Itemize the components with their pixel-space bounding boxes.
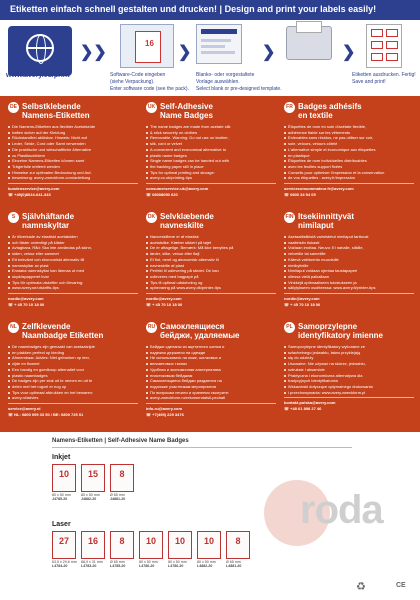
bullet-item: silk, cord or velvet (146, 141, 276, 147)
bullet-item: Vinkkejä optimaaliseen tulostukseen ja (284, 280, 414, 286)
bullet-item: Är tillverkade av elastiskt acetatsiden (8, 234, 138, 240)
language-code-badge: DE (8, 102, 19, 113)
product-section (0, 432, 420, 600)
bullet-item: avery-zweckform.ru/rekomendatsii-pechati (146, 395, 276, 401)
product-quantity: 27 (58, 536, 69, 546)
bullet-item: ollessa vielä paikallaan (284, 274, 414, 280)
bullet-item: Navneskiltene er af elastisk (146, 234, 276, 240)
arrow-icon: ❯ (178, 44, 192, 61)
bullet-item: Ett bekvämt och ekonomiskt alternativ till (8, 257, 138, 263)
bullet-item: De naambadges zijn gemaakt van acetaatzijde (8, 344, 138, 350)
contact-email[interactable]: consumerservice-uk@avery.com (146, 186, 209, 192)
product-dimensions: 80 x 50 mm (52, 493, 71, 497)
product-code: L4784-20 (52, 564, 68, 568)
contact-email[interactable]: serviceconsommateur.fr@avery.com (284, 186, 354, 192)
step-1-text: Software-Code eingeben (siehe Verpackung). Enter software code (see the pack). (110, 72, 189, 92)
bullet-item: L'alternative simple et économique aux étiquettes (284, 147, 414, 153)
contact-phone[interactable]: ☏ +48 61 898 27 46 (284, 406, 322, 412)
bullet-item: Et flot, nemt og økonomisk alternativ til (146, 257, 276, 263)
product-item[interactable] (226, 531, 252, 568)
product-quantity: 8 (119, 536, 125, 546)
language-section (0, 96, 420, 432)
bullet-list (284, 344, 414, 412)
bullet-item: De er aftagelige. Bemærk: Må ikke benyttes på (146, 245, 276, 251)
bullet-item: zijde en fluweel (8, 361, 138, 367)
product-item[interactable] (81, 531, 107, 568)
bullet-item: och fäster ordentligt på kläder (8, 240, 138, 246)
product-code: L4881-20 (226, 564, 242, 568)
bullet-item: & stick securely on clothes (146, 130, 276, 136)
bullet-item: skyddspapperet kvar (8, 274, 138, 280)
laser-heading: Laser (52, 521, 71, 528)
product-quantity: 16 (87, 536, 98, 546)
bullet-item: Asetaattisilkistä valmistetut nimilaput tarttuvat (284, 234, 414, 240)
product-sheet-thumbnail (52, 464, 76, 492)
bullet-item: www.avery.se/utskrifts-tips (8, 285, 138, 291)
bullet-item: Бейджи сделаны из ацетатного шелка и (146, 344, 276, 350)
bullet-item: en plakken perfect op kleding (8, 350, 138, 356)
product-dimensions: Ø 65 mm (226, 560, 241, 564)
bullet-item: sztruksie i aksamicie (284, 367, 414, 373)
product-item[interactable] (52, 464, 78, 501)
bullet-item: подложке участникам мероприятия (146, 384, 276, 390)
bullet-item: plastic name badges (146, 153, 276, 159)
product-sheet-thumbnail (110, 531, 134, 559)
step-3-text: Etiketten ausdrucken. Fertig! Save and print! (352, 72, 416, 85)
bullet-item: Perfekt til udlevering på stedet. De kan (146, 268, 276, 274)
bullet-item: en plastique (284, 153, 414, 159)
product-sheet-thumbnail (110, 464, 134, 492)
block-heading: Zelfklevende Naambadge Etiketten (22, 322, 104, 340)
bullet-item: Удобная и экономичная альтернатива (146, 367, 276, 373)
product-dimensions: Ø 65 mm (110, 493, 125, 497)
block-heading: Самоклеящиеся бейджи, удаляемые (160, 322, 240, 340)
bullet-list (8, 124, 138, 197)
bullet-item: По вопросам печати и хранения смотрите: (146, 390, 276, 396)
bullet-list (8, 234, 138, 307)
bullet-item: Étiquettes de nom en soie d'acétate flexible, (284, 124, 414, 130)
bullet-item: nimikylteille (284, 263, 414, 269)
product-dimensions: 80 x 50 mm (81, 493, 100, 497)
bullet-item: Einzelne Namens-Etiketten können samt (8, 158, 138, 164)
bullet-item: Hinweise zur optimalen Bedruckung und Auf- (8, 170, 138, 176)
language-code-badge: DK (146, 212, 157, 223)
bullet-item: acetatsilke. Klæber sikkert på tøjet (146, 240, 276, 246)
bullet-item: adhérence fiable sur les vêtements (284, 130, 414, 136)
printed-sheet-image (366, 24, 402, 68)
bullet-item: Avtagbara. Råd: Ska inte användas på skinn, (8, 245, 138, 251)
product-dimensions: 80 x 50 mm (197, 560, 216, 564)
bullet-item: velvetille tai sametille (284, 251, 414, 257)
bullet-item: Trägerfolie entfernt werden (8, 164, 138, 170)
bullet-list (146, 344, 276, 417)
bullet-item: Enlevables sans résidus, ne pas utiliser sur cuir, (284, 135, 414, 141)
arrow-icon: ❯❯ (80, 44, 107, 61)
divider (8, 293, 138, 294)
header-bar (0, 0, 420, 20)
contact-phone[interactable]: ☏ 08008050 020 (146, 191, 178, 197)
bullet-item: пластиковым бейджам (146, 373, 276, 379)
bullet-item: Removable. Warning: Do not use on leather, (146, 135, 276, 141)
divider (284, 397, 414, 398)
language-code-badge: NL (8, 322, 19, 333)
product-sheet-thumbnail (81, 464, 105, 492)
bullet-item: Conseils pour optimiser l'impression et la conservation (284, 170, 414, 176)
bullet-item: Nimilaput voidaan ojentaa taustapaperi (284, 268, 414, 274)
bullet-item: Samoprzylepne identyfikatory wykonane ze (284, 344, 414, 350)
bullet-item: Самоклеящиеся бейджи раздаются на (146, 378, 276, 384)
bullet-item: avec les feuilles support fixées (284, 164, 414, 170)
language-code-badge: FR (284, 102, 295, 113)
divider (8, 183, 138, 184)
product-code: J4882-20 (81, 497, 97, 501)
bullet-item: zu Plastikschildern (8, 153, 138, 159)
product-quantity: 10 (58, 469, 69, 479)
product-dimensions: 63,5 x 29,6 mm (52, 560, 77, 564)
bullet-item: Voidaan irrottaa. Neuvo: Ei nahalle, silkille, (284, 245, 414, 251)
bullet-list (8, 344, 138, 417)
contact-email[interactable]: nordic@avery.com (8, 296, 44, 302)
divider (284, 293, 414, 294)
products-title: Namens-Etiketten | Self-Adhesive Name Badges (52, 438, 189, 444)
bullet-item: tradycyjnych identyfikatorów (284, 378, 414, 384)
bullet-item: navneskilte af plast (146, 263, 276, 269)
bullet-list (146, 124, 276, 197)
contact-email[interactable]: kundenservice@avery.com (8, 186, 60, 192)
product-code: J4881-20 (110, 497, 126, 501)
bullet-item: soie, velours, velours côtelé (284, 141, 414, 147)
bullet-item: Single name badges can be handed out with (146, 158, 276, 164)
bullet-item: bewahrung: avery-zweckform.com/anleitung (8, 175, 138, 181)
bullet-list (146, 234, 276, 307)
header-title: Etiketten einfach schnell gestalten und drucken! | Design and print your labels easily! (10, 4, 377, 14)
instruction-steps (0, 20, 420, 96)
bullet-item: delen met het rugvel er nog op (8, 384, 138, 390)
bullet-item: Leder, Seide, Cord oder Samt verwenden (8, 141, 138, 147)
product-quantity: 8 (235, 536, 241, 546)
product-item[interactable] (52, 531, 78, 568)
bullet-item: вельветовых тканях (146, 361, 276, 367)
bullet-item: Afneembaar. Advies: Niet gebruiken op leer, (8, 355, 138, 361)
inkjet-heading: Inkjet (52, 454, 71, 461)
bullet-item: Usuwalne. Nie używać na skórze, jedwabiu, (284, 361, 414, 367)
contact-phone[interactable]: ☏ NL: 0800 099 33 50 / BE: 0800 725 01 (8, 411, 84, 417)
product-sheet-thumbnail (139, 531, 163, 559)
contact-email[interactable]: nordic@avery.com (284, 296, 320, 302)
brand-watermark: roda (300, 488, 383, 532)
block-heading: Samoprzylepne identyfikatory imienne (298, 322, 383, 340)
ce-mark-icon: CE (396, 582, 406, 589)
contact-email[interactable]: info-ru@avery.com (146, 406, 183, 412)
bullet-item: haften sicher auf der Kleidung (8, 130, 138, 136)
divider (52, 447, 352, 448)
recycle-icon: ♻ (356, 581, 366, 593)
product-dimensions: Ø 65 mm (110, 560, 125, 564)
product-quantity: 8 (119, 469, 125, 479)
divider (8, 403, 138, 404)
bullet-item: säilytykseen osoitteessa: www.avery.fi/printer-tips (284, 285, 414, 291)
product-dimensions: 80 x 50 mm (168, 560, 187, 564)
bullet-list (284, 234, 414, 307)
website-url[interactable]: www.avery.eu/print (6, 72, 70, 79)
product-item[interactable] (110, 531, 136, 568)
printer-icon (286, 26, 332, 60)
product-code: J4785-20 (52, 497, 68, 501)
bullet-item: vaatteisiin tiukasti (284, 240, 414, 246)
divider (146, 183, 276, 184)
bullet-item: udleveres med bagpapir på (146, 274, 276, 280)
contact-email[interactable]: kontakt.polska@avery.com (284, 400, 336, 406)
product-item[interactable] (139, 531, 165, 568)
bullet-item: opbevaring på www.avery.dk/printer-tips (146, 285, 276, 291)
pack-image (120, 24, 174, 68)
arrow-icon: ❯ (342, 44, 356, 61)
contact-phone[interactable]: ☏ + 45 70 10 18 00 (8, 301, 45, 307)
product-code: L4786-20 (139, 564, 155, 568)
bullet-item: A convenient and economical alternative to (146, 147, 276, 153)
bullet-item: szlachetnego jedwabiu, łatwo przyklejają (284, 350, 414, 356)
arrow-icon: ❯ (262, 44, 276, 61)
contact-email[interactable]: service@avery.nl (8, 406, 41, 412)
bullet-item: Tips for optimal printing and storage: (146, 170, 276, 176)
bullet-item: siden, velour eller sammet (8, 251, 138, 257)
bullet-item: Praktyczna i ekonomiczna alternatywa dla (284, 373, 414, 379)
bullet-item: læder, silke, velour eller fløjl (146, 251, 276, 257)
bullet-item: namnskyltar av plast (8, 263, 138, 269)
bullet-item: Tips för optimala utskrifter och förvaring: (8, 280, 138, 286)
product-quantity: 10 (145, 536, 156, 546)
product-item[interactable] (168, 531, 194, 568)
product-code: L4882-20 (197, 564, 213, 568)
product-quantity: 10 (203, 536, 214, 546)
divider (284, 183, 414, 184)
block-heading: Självhäftande namnskyltar (22, 212, 75, 230)
product-sheet-thumbnail (81, 531, 105, 559)
product-code: L4783-20 (81, 564, 97, 568)
bullet-item: i przechowywania: www.avery.zweckform.pl (284, 390, 414, 396)
contact-phone[interactable]: ☏ + 45 70 10 18 00 (146, 301, 183, 307)
bullet-item: avery.nl/advies (8, 395, 138, 401)
software-screen-image (196, 24, 242, 64)
language-code-badge: S (8, 212, 19, 223)
bullet-item: Wskazówki dotyczące optymalnego drukowania (284, 384, 414, 390)
contact-phone[interactable]: ☏ + 45 70 10 18 00 (284, 301, 321, 307)
product-sheet-thumbnail (168, 531, 192, 559)
bullet-list (284, 124, 414, 197)
bullet-item: The name badges are made from acetate silk (146, 124, 276, 130)
product-dimensions: 80 x 50 mm (139, 560, 158, 564)
globe-icon (26, 34, 54, 62)
bullet-item: De badges zijn per stuk uit te nemen en uit te (8, 378, 138, 384)
bullet-item: plastic naambadges (8, 373, 138, 379)
block-heading: Selvklæbende navneskilte (160, 212, 214, 230)
block-heading: Selbstklebende Namens-Etiketten (22, 102, 90, 120)
pack-number: 16 (145, 39, 154, 48)
product-code: L4785-20 (110, 564, 126, 568)
contact-phone[interactable]: ☏ +7(495) 229 3476 (146, 411, 184, 417)
product-dimensions: 88,9 x 31 mm (81, 560, 103, 564)
bullet-item: Enstaka namnskyltar kan lämnas ut med (8, 268, 138, 274)
website-panel[interactable] (8, 26, 72, 76)
language-code-badge: FIN (284, 212, 295, 223)
bullet-item: Die Namens-Etiketten aus flexibler Acetatseide (8, 124, 138, 130)
product-sheet-thumbnail (226, 531, 250, 559)
bullet-item: Rückstandfrei ablösbar. Hinweis: Nicht auf (8, 135, 138, 141)
block-heading: Badges adhésifs en textile (298, 102, 362, 120)
bullet-item: Не использовать на коже, шелковых и (146, 355, 276, 361)
product-quantity: 10 (174, 536, 185, 546)
contact-email[interactable]: nordic@avery.com (146, 296, 182, 302)
product-sheet-thumbnail (52, 531, 76, 559)
contact-phone[interactable]: ☏ +49(0)8024-641-343 (8, 191, 51, 197)
bullet-item: Een handig en goedkoop alternatief voor (8, 367, 138, 373)
product-item[interactable] (81, 464, 107, 501)
contact-phone[interactable]: ☏ 0800 34 54 05 (284, 191, 316, 197)
language-code-badge: RU (146, 322, 157, 333)
step-2-text: Blanko- oder vorgestaltete Vorlage auswählen. Select blank or pre-designed template. (196, 72, 282, 92)
language-code-badge: PL (284, 322, 295, 333)
bullet-item: Kätevä vaihtoehto muovisille (284, 257, 414, 263)
bullet-item: надежно держатся на одежде (146, 350, 276, 356)
bullet-item: Die praktische und wirtschaftliche Alternative (8, 147, 138, 153)
product-code: L4786-20 (168, 564, 184, 568)
product-sheet-thumbnail (197, 531, 221, 559)
bullet-item: się do odzieży (284, 355, 414, 361)
language-code-badge: UK (146, 102, 157, 113)
product-item[interactable] (197, 531, 223, 568)
divider (146, 403, 276, 404)
bullet-item: Tips til optimal udskrivning og (146, 280, 276, 286)
block-heading: Self-Adhesive Name Badges (160, 102, 213, 120)
bullet-item: Étiquettes de nom individuelles distribuables (284, 158, 414, 164)
product-item[interactable] (110, 464, 136, 501)
bullet-item: Tips voor optimaal afdrukken en het bewaren: (8, 390, 138, 396)
bullet-item: avery.co.uk/printing-tips (146, 175, 276, 181)
bullet-item: the backing paper still in place (146, 164, 276, 170)
block-heading: Itsekiinnittyvät nimilaput (298, 212, 355, 230)
bullet-item: de vos étiquettes : avery.fr/impression (284, 175, 414, 181)
product-quantity: 15 (87, 469, 98, 479)
divider (146, 293, 276, 294)
